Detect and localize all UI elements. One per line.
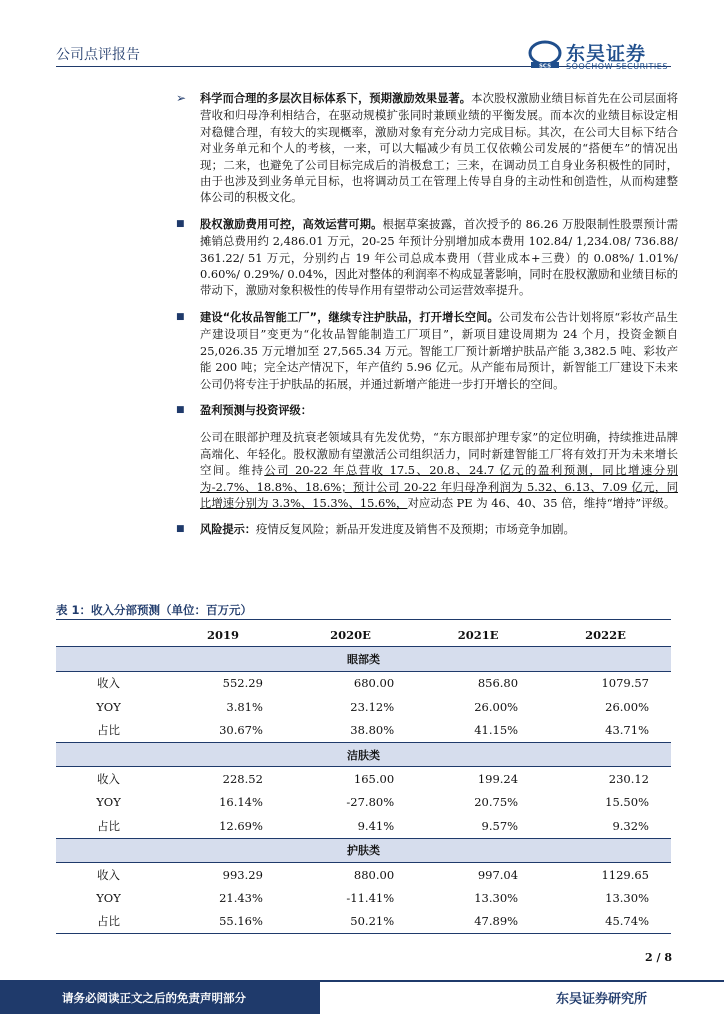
row-label: 占比 — [97, 818, 120, 833]
table-row — [56, 767, 671, 791]
table-top-rule — [56, 619, 671, 620]
table-row — [56, 814, 671, 838]
bullet-text: 本次股权激励业绩目标首先在公司层面将营收和归母净利相结合，在驱动规模扩张同时兼顾业绩的平衡发展。而本次的业绩目标设定相对稳健合理，有较大的实现概率，激励对象有充分动力完成目标。其次，在公司大目标下结合对业务单元和个人的考核，一来，可以大幅减少有员工仅依赖公司发展的“搭便车”的情况出现；二来，也避免了公司目标完成后的消极怠工；三来，在调动员工自身业务积极性的同时，由于也涉及到业务单元目标，也将调动员工在管理上传导自身的主动性和创造性，从而构建整体公司的积极文化。 — [200, 91, 678, 205]
square-bullet-icon: ■ — [176, 524, 185, 535]
footer-rule — [320, 980, 724, 982]
table-cell: 199.24 — [477, 772, 519, 787]
svg-text:SCS: SCS — [538, 63, 552, 70]
table-cell: 3.81% — [226, 699, 263, 714]
table-cell: 55.16% — [161, 910, 285, 934]
table-cell: 41.15% — [474, 723, 519, 738]
row-label: YOY — [96, 890, 121, 905]
row-label: 占比 — [56, 910, 161, 934]
table-cell: 47.89% — [416, 910, 540, 934]
table-cell: 997.04 — [477, 867, 519, 882]
logo-chinese-name: 东吴证券 — [566, 43, 647, 65]
arrow-bullet-icon: ➢ — [176, 91, 187, 105]
table-cell: 16.14% — [219, 795, 263, 810]
table-cell: 20.75% — [474, 795, 519, 810]
table-header-cell — [56, 623, 161, 647]
square-bullet-icon: ■ — [176, 218, 185, 229]
table-cell: 228.52 — [222, 772, 263, 787]
table-row — [56, 910, 671, 934]
section-name: 眼部类 — [56, 647, 671, 671]
row-label: 占比 — [97, 723, 120, 738]
table-section-row — [56, 742, 671, 766]
table-cell: 38.80% — [350, 723, 395, 738]
risk-lead: 风险提示： — [200, 523, 256, 537]
forecast-heading: 盈利预测与投资评级： — [200, 403, 312, 417]
bullet-paragraph — [176, 309, 678, 392]
table-header-cell: 2021E — [416, 623, 540, 647]
analysis-body — [176, 90, 678, 549]
forecast-paragraph — [200, 429, 678, 511]
row-label: 收入 — [97, 772, 120, 787]
bullet-paragraph — [176, 216, 678, 299]
table-header-cell: 2022E — [540, 623, 671, 647]
table-cell: 26.00% — [474, 699, 519, 714]
table-cell: 9.57% — [481, 818, 519, 833]
bullet-lead: 股权激励费用可控，高效运营可期。 — [200, 217, 383, 231]
risk-paragraph — [176, 521, 678, 538]
bullet-paragraph — [176, 402, 678, 419]
bullet-paragraph — [176, 90, 678, 206]
table-row — [56, 671, 671, 695]
page-number: 2 / 8 — [645, 951, 672, 964]
company-logo — [528, 40, 678, 74]
table-header-row — [56, 623, 671, 647]
table-cell: -27.80% — [346, 795, 395, 810]
table-header-cell: 2020E — [285, 623, 416, 647]
bullet-lead: 建设“化妆品智能工厂”，继续专注护肤品，打开增长空间。 — [200, 310, 499, 324]
table-cell: 880.00 — [353, 867, 395, 882]
table-section-row — [56, 647, 671, 671]
section-name: 护肤类 — [56, 838, 671, 862]
forecast-text: 公司在眼部护理及抗衰老领域具有先发优势，“东方眼部护理专家”的定位明确，持续推进品牌高端化、年轻化。股权激励有望激活公司组织活力，同时新建智能工厂将有效打开为未来增长空间。维持 — [200, 430, 678, 478]
table-cell: 1079.57 — [601, 676, 649, 691]
table-cell: 680.00 — [353, 676, 395, 691]
table-row — [56, 695, 671, 718]
table-cell: 21.43% — [219, 890, 263, 905]
forecast-underlined-text: 公司 20-22 年总营收 17.5、20.8、24.7 亿元的盈利预测，同比增速分别为-2.7%、18.8%、18.6%；预计公司 20-22 年归母净利润为 5.32、6.13、7.09 亿元，同比增速分别为 3.3%、15.3%、15.6%， — [200, 463, 678, 510]
table-cell: 856.80 — [477, 676, 519, 691]
table-cell: 9.41% — [357, 818, 395, 833]
table-cell: 26.00% — [605, 699, 649, 714]
table-row — [56, 886, 671, 909]
square-bullet-icon: ■ — [176, 404, 185, 415]
revenue-forecast-table — [56, 623, 671, 934]
table-row — [56, 719, 671, 743]
table-cell: 23.12% — [350, 699, 395, 714]
table-header-cell: 2019 — [161, 623, 285, 647]
table-section-row — [56, 838, 671, 862]
table-cell: 43.71% — [605, 723, 649, 738]
bullet-text: 公司发布公告计划将原“彩妆产品生产建设项目”变更为“化妆品智能制造工厂项目”，新项目建设周期为 24 个月，投资金额自 25,026.35 万元增加至 27,565.34 万元。智能工厂预计新增护肤品产能 3,382.5 吨、彩妆产能 200 吨；完全达产情况下，年产值约 5.96 亿元。从产能布局预计，新智能工厂建设下未来公司仍将专注于护肤品的拓展，并通过新增产能进一步打开增长的空间。 — [200, 309, 678, 391]
table-cell: 9.32% — [612, 818, 649, 833]
table-cell: 1129.65 — [601, 867, 649, 882]
square-bullet-icon: ■ — [176, 311, 185, 322]
row-label: 收入 — [97, 676, 120, 691]
risk-text: 疫情反复风险；新品开发进度及销售不及预期；市场竞争加剧。 — [255, 522, 575, 537]
table-cell: 13.30% — [474, 890, 519, 905]
row-label: 收入 — [97, 867, 120, 882]
table-cell: 993.29 — [222, 867, 263, 882]
row-label: YOY — [96, 795, 121, 810]
table-cell: 230.12 — [608, 772, 649, 787]
table-row — [56, 791, 671, 814]
soochow-logo-icon — [528, 40, 562, 70]
row-label: YOY — [96, 699, 121, 714]
footer-institute: 东吴证券研究所 — [556, 992, 648, 1007]
section-name: 洁肤类 — [56, 742, 671, 766]
table-cell: -11.41% — [346, 890, 395, 905]
report-type-label: 公司点评报告 — [56, 47, 140, 63]
table-cell: 165.00 — [353, 772, 395, 787]
logo-english-name: SOOCHOW SECURITIES — [566, 62, 668, 71]
table-cell: 45.74% — [540, 910, 671, 934]
forecast-text-end: 对应动态 PE 为 46、40、35 倍，维持“增持”评级。 — [407, 495, 676, 510]
table-title: 表 1：收入分部预测（单位：百万元） — [56, 603, 253, 617]
bullet-text: 根据草案披露，首次授予的 86.26 万股限制性股票预计需摊销总费用约 2,486.01 万元，20-25 年预计分别增加成本费用 102.84/ 1,234.08/ 736.88/ 361.22/ 51 万元，分别约占 19 年公司总成本费用（营业成本+三费）的 0.08%/ 1.01%/ 0.60%/ 0.29%/ 0.04%，因此对整体的利润率不构成显著影响，同时在股权激励和业绩目标的带动下，激励对象积极性的传导作用有望带动公司运营效率提升。 — [200, 216, 678, 298]
table-cell: 50.21% — [285, 910, 416, 934]
table-cell: 13.30% — [605, 890, 649, 905]
table-cell: 552.29 — [222, 676, 263, 691]
table-cell: 15.50% — [605, 795, 649, 810]
footer-disclaimer: 请务必阅读正文之后的免责声明部分 — [62, 991, 246, 1005]
page-footer — [0, 978, 724, 1024]
bullet-lead: 科学而合理的多层次目标体系下，预期激励效果显著。 — [200, 92, 472, 105]
table-cell: 12.69% — [219, 818, 263, 833]
table-cell: 30.67% — [219, 723, 263, 738]
table-row — [56, 862, 671, 886]
